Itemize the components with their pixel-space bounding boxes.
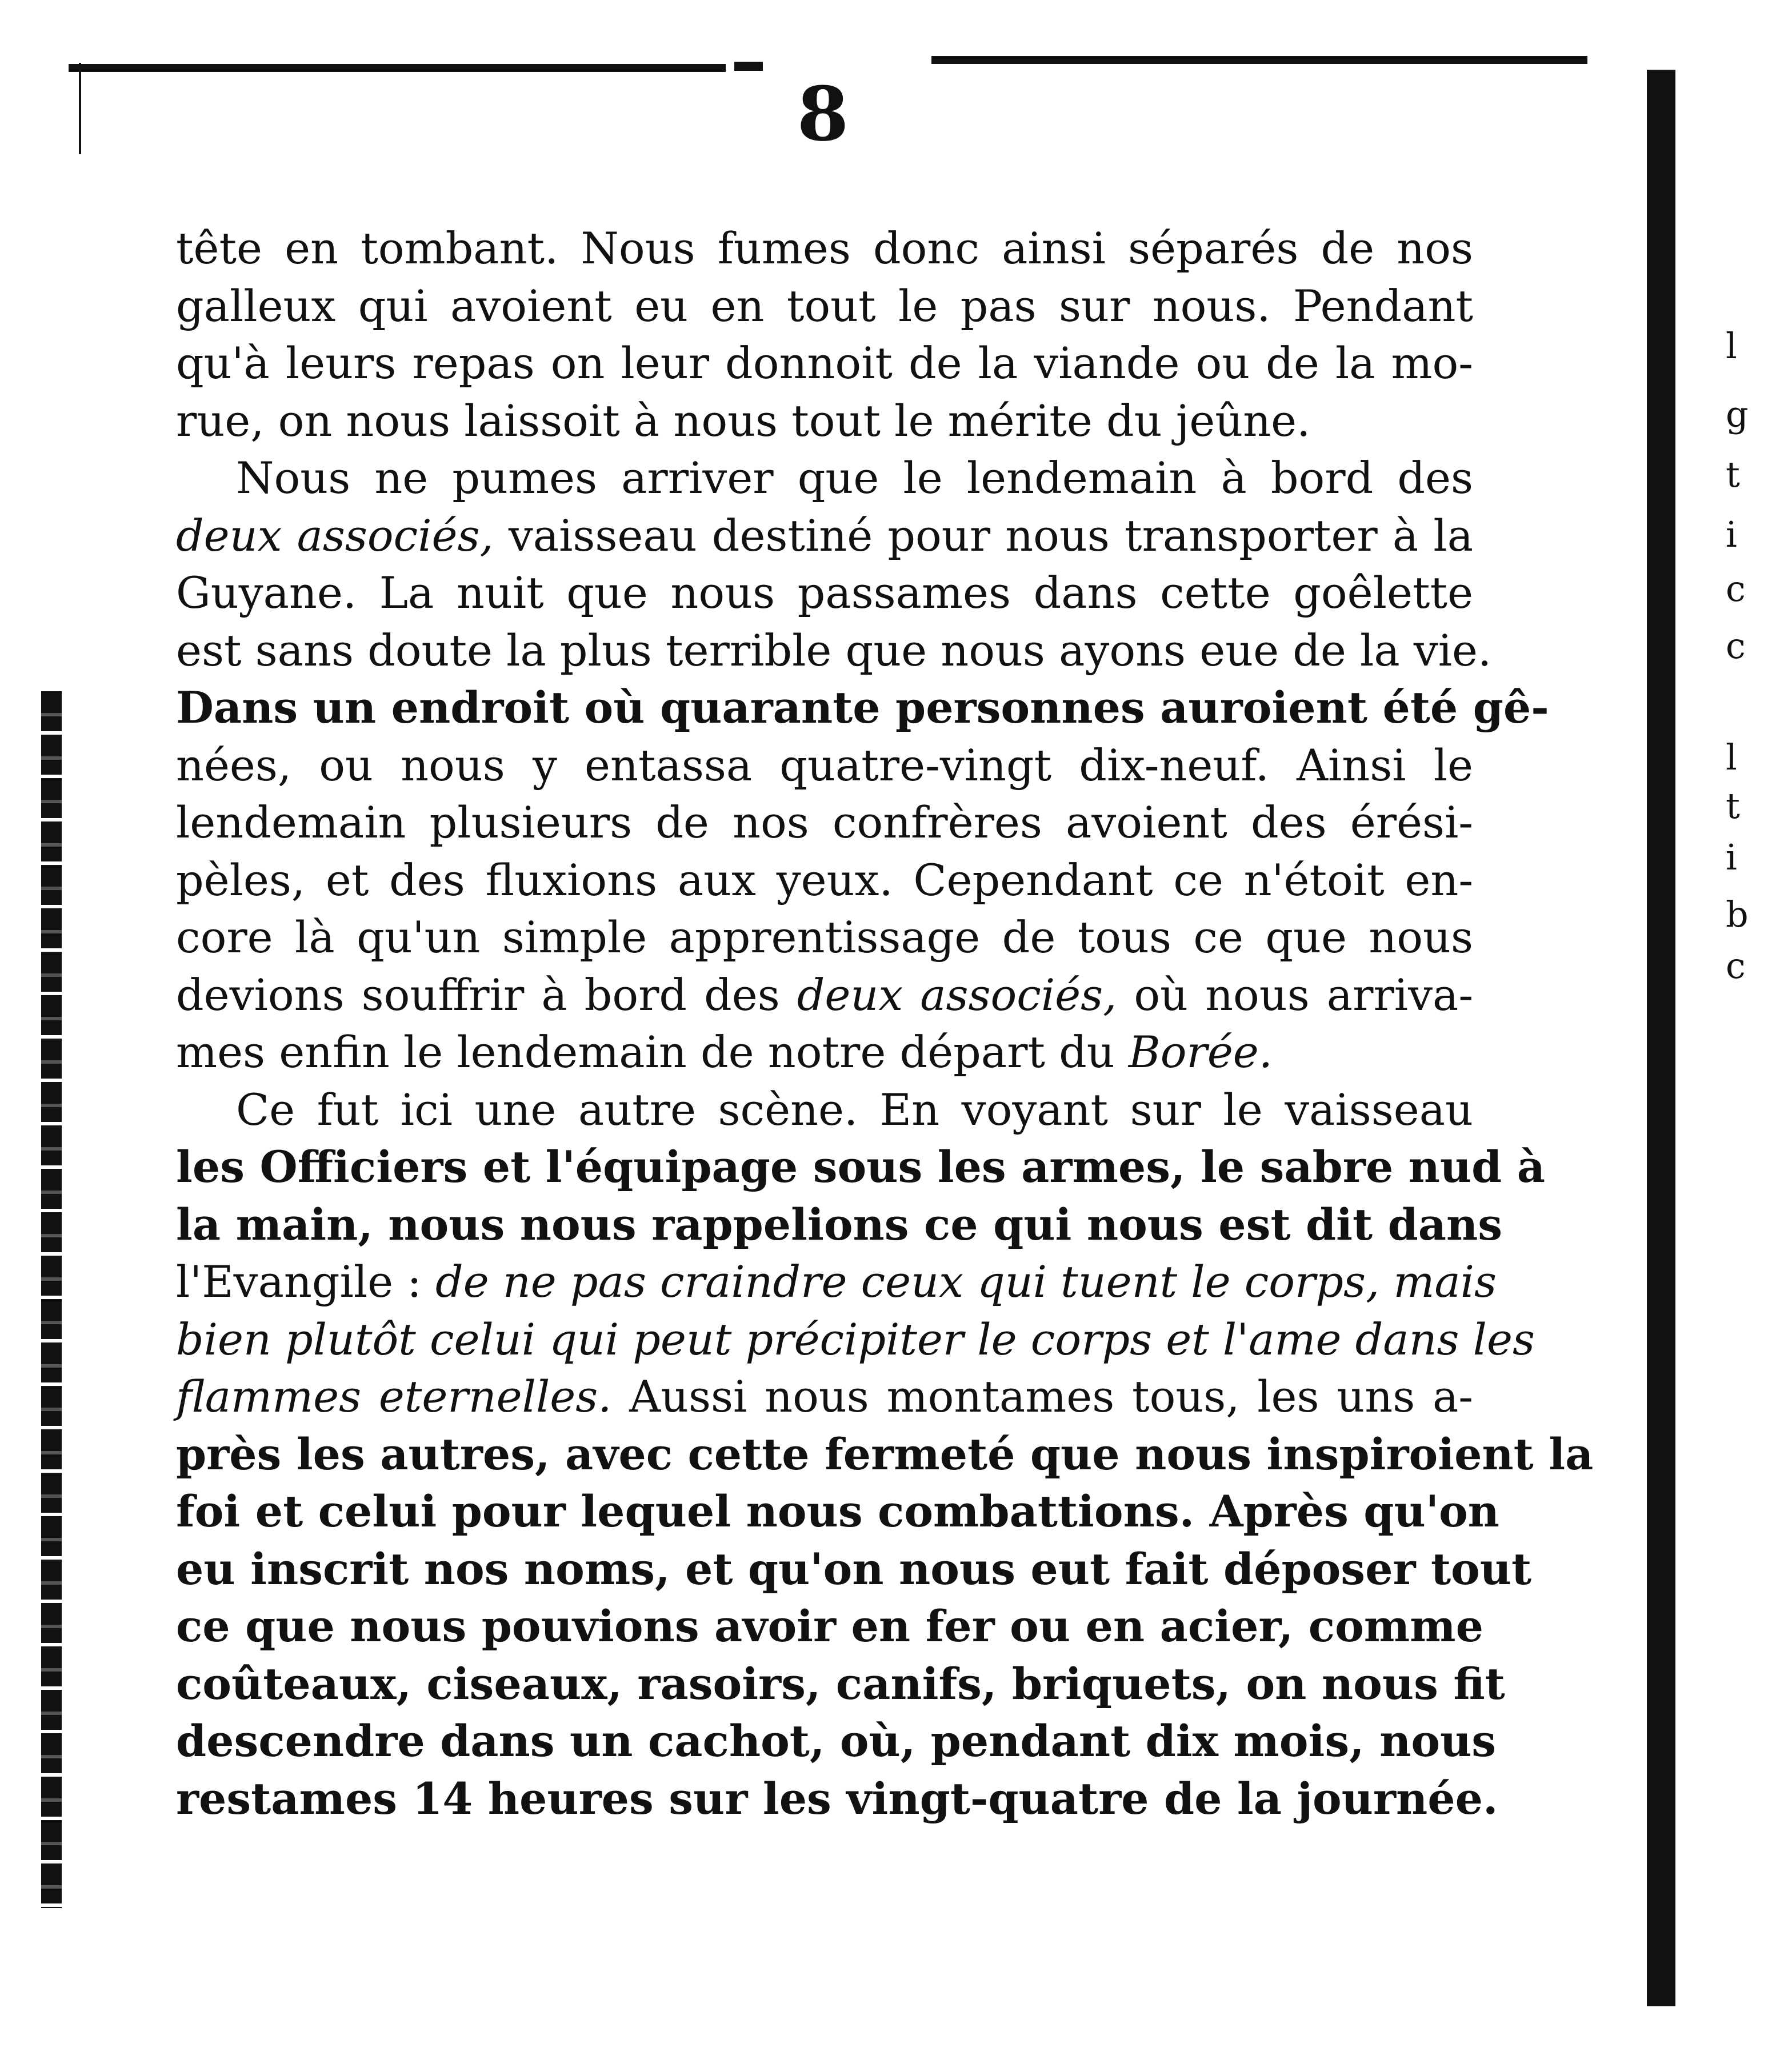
bleed-glyph: g: [1726, 394, 1749, 435]
bleed-glyph: c: [1726, 568, 1746, 610]
text-line: [176, 1311, 1535, 1369]
bleed-glyph: t: [1726, 785, 1740, 827]
text-segment: l'Evangile :: [176, 1256, 436, 1307]
text-segment: Aussi nous montames tous, les uns a-: [611, 1371, 1473, 1422]
italic-segment: bien plutôt celui qui peut précipiter le corps et l'ame dans les: [176, 1313, 1535, 1365]
text-line: est sans doute la plus terrible que nous ayons eue de la vie.: [176, 624, 1492, 676]
bleed-glyph: c: [1726, 945, 1746, 987]
text-segment: où nous arriva-: [1117, 969, 1474, 1020]
text-line: Dans un endroit où quarante personnes auroient été gê-: [176, 682, 1549, 733]
italic-segment: flammes eternelles.: [176, 1371, 612, 1422]
text-line: [176, 967, 1473, 1024]
text-line: [176, 1253, 1497, 1311]
body-text: [176, 220, 1594, 1827]
italic-segment: deux associés,: [797, 969, 1117, 1020]
bleed-glyph: l: [1726, 325, 1737, 367]
text-line: rue, on nous laissoit à nous tout le mérite du jeûne.: [176, 395, 1311, 446]
text-line: foi et celui pour lequel nous combattions. Après qu'on: [176, 1486, 1499, 1537]
bleed-glyph: i: [1726, 514, 1737, 555]
text-line: nées, ou nous y entassa quatre-vingt dix-neuf. Ainsi le: [176, 739, 1473, 791]
text-line: [176, 1024, 1473, 1081]
page-number: 8: [797, 70, 849, 158]
text-line: [176, 507, 1473, 565]
text-line: descendre dans un cachot, où, pendant dix mois, nous: [176, 1716, 1497, 1766]
text-line: ce que nous pouvions avoir en fer ou en acier, comme: [176, 1601, 1483, 1652]
top-rule-fragment: [734, 62, 763, 71]
text-line: Ce fut ici une autre scène. En voyant sur le vaisseau: [236, 1084, 1473, 1135]
text-line: [176, 1368, 1473, 1426]
text-line: qu'à leurs repas on leur donnoit de la viande ou de la mo-: [176, 338, 1473, 388]
text-segment: mes enfin le lendemain de notre départ du: [176, 1027, 1129, 1077]
top-rule-right: [931, 56, 1587, 64]
right-page-edge-shadow: [1647, 70, 1675, 2006]
text-line: Nous ne pumes arriver que le lendemain à bord des: [236, 452, 1473, 503]
bleed-glyph: i: [1726, 836, 1737, 878]
text-line: Guyane. La nuit que nous passames dans cette goêlette: [176, 567, 1473, 618]
left-binding-shadow: [41, 691, 62, 1908]
text-segment: devions souffrir à bord des: [176, 969, 797, 1020]
text-line: restames 14 heures sur les vingt-quatre de la journée.: [176, 1773, 1498, 1824]
text-segment: vaisseau destiné pour nous transporter à la: [493, 510, 1474, 561]
italic-segment: de ne pas craindre ceux qui tuent le corps, mais: [435, 1256, 1497, 1307]
bleed-glyph: b: [1726, 893, 1749, 935]
text-line: lendemain plusieurs de nos confrères avoient des érési-: [176, 797, 1473, 848]
italic-segment: Borée.: [1128, 1027, 1273, 1077]
text-line: eu inscrit nos noms, et qu'on nous eut fait déposer tout: [176, 1543, 1532, 1594]
text-line: coûteaux, ciseaux, rasoirs, canifs, briquets, on nous fit: [176, 1658, 1505, 1709]
text-line: les Officiers et l'équipage sous les armes, le sabre nud à: [176, 1141, 1546, 1192]
bleed-glyph: l: [1726, 736, 1737, 778]
bleed-glyph: c: [1726, 625, 1746, 667]
text-line: près les autres, avec cette fermeté que nous inspiroient la: [176, 1428, 1594, 1480]
text-line: core là qu'un simple apprentissage de tous ce que nous: [176, 912, 1473, 963]
bleed-glyph: t: [1726, 454, 1740, 495]
text-line: pèles, et des fluxions aux yeux. Cependant ce n'étoit en-: [176, 854, 1473, 905]
text-line: galleux qui avoient eu en tout le pas sur nous. Pendant: [176, 280, 1473, 331]
top-rule-left: [69, 64, 726, 72]
text-line: tête en tombant. Nous fumes donc ainsi séparés de nos: [176, 223, 1473, 274]
text-line: la main, nous nous rappelions ce qui nous est dit dans: [176, 1199, 1503, 1250]
italic-segment: deux associés,: [176, 510, 494, 561]
